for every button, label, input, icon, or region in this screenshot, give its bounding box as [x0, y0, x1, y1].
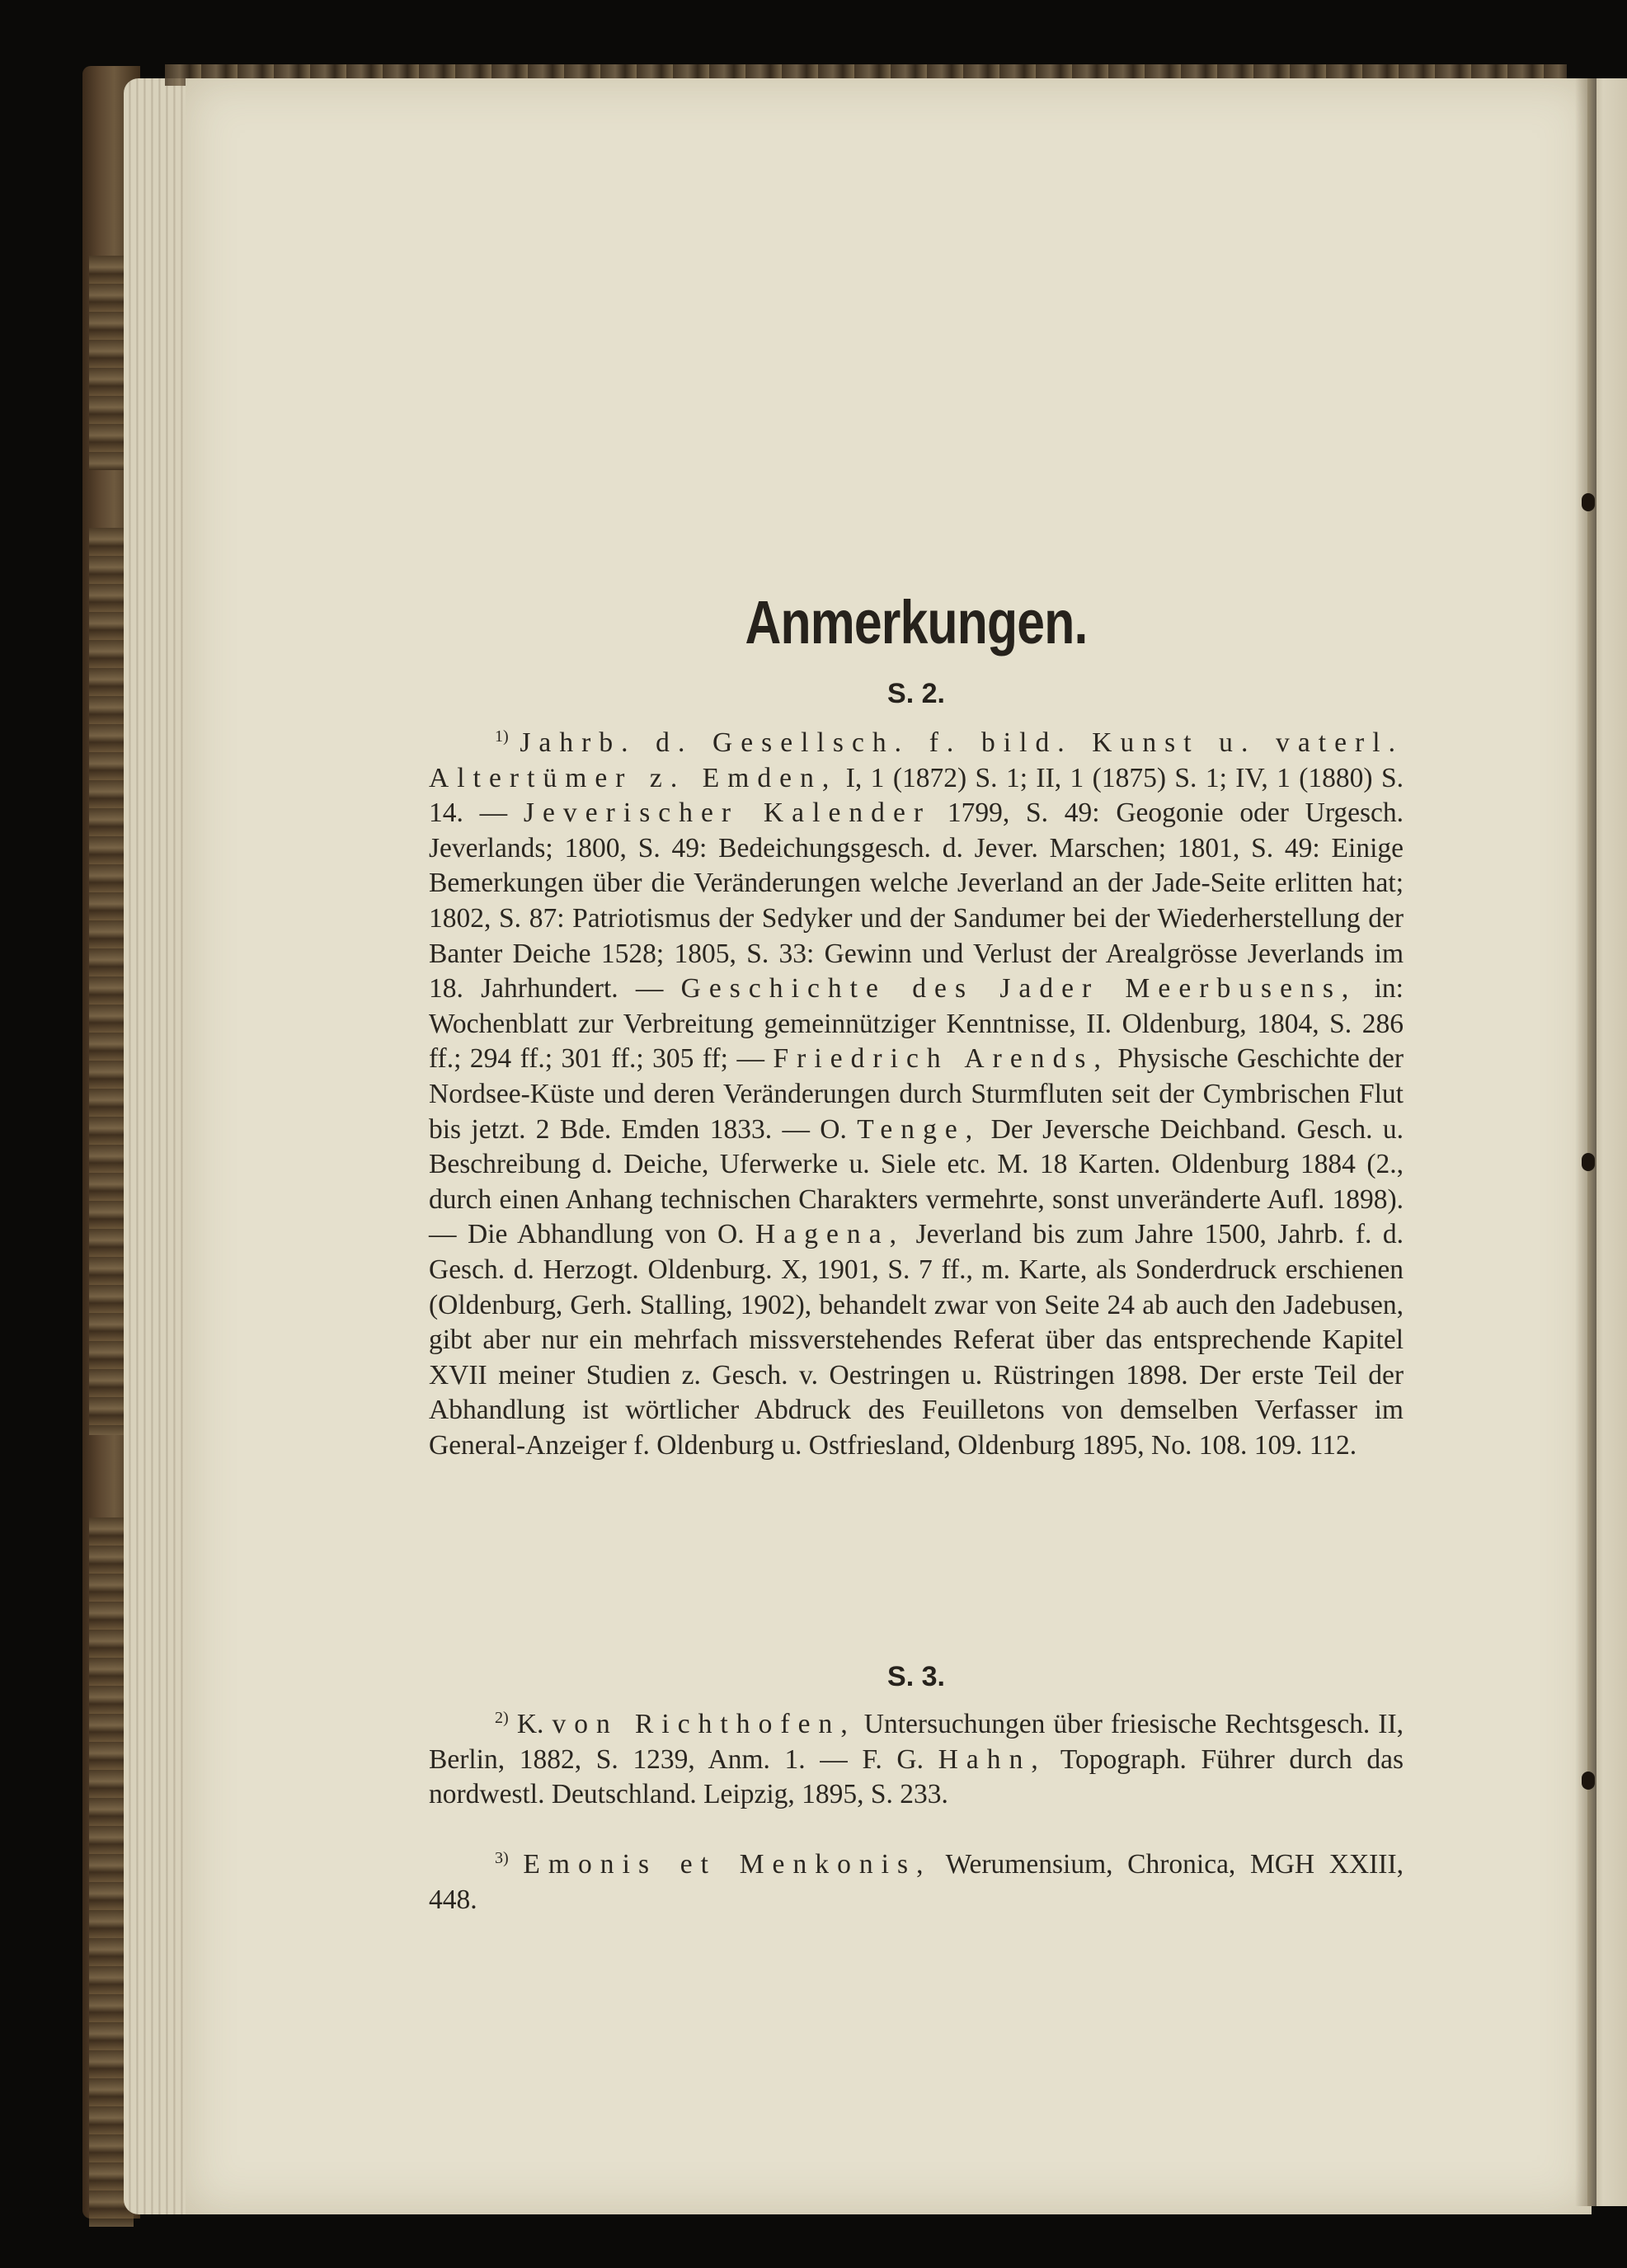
- footnote-text: I, 1 (1872) S. 1; II, 1 (1875) S. 1; IV, 1 (1880) S. 14. —: [429, 762, 1404, 829]
- footnote-1: [429, 726, 1404, 1463]
- binding-stitch: [1582, 493, 1595, 511]
- spaced-name: Geschichte des Jader Meerbusens,: [680, 973, 1357, 1005]
- spaced-name: Jahrb. d. Gesellsch. f. bild. Kunst u. vaterl. Altertümer z. Emden,: [429, 727, 1404, 793]
- footnote-text: Physische Geschichte der Nordsee-Küste und deren Veränderungen durch Sturmfluten seit der Cymbrischen Flut bis jetzt. 2 Bde. Emden 1833. — O.: [429, 1043, 1404, 1145]
- spaced-name: Tenge,: [857, 1113, 981, 1145]
- section-heading-s2: S. 2.: [887, 678, 945, 709]
- spaced-name: Jeverischer Kalender: [523, 798, 932, 829]
- spaced-name: Hahn,: [938, 1743, 1046, 1775]
- footnote-2: [429, 1707, 1404, 1813]
- footnote-text: Jeverland bis zum Jahre 1500, Jahrb. f. d. Gesch. d. Herzogt. Oldenburg. X, 1901, S. 7 ff., m. Karte, als Sonderdruck erschienen (Oldenburg, Gerh. Stalling, 1902), behandelt zwar von Seite 24 ab auch den Jadebusen, gibt aber nur ein mehrfach missverstehendes Referat über das entsprechende Kapitel XVII meiner Studien z. Gesch. v. Oestringen u. Rüstringen 1898. Der erste Teil der Abhandlung ist wörtlicher Abdruck des Feuilletons von demselben Verfasser im General-Anzeiger f. Oldenburg u. Ostfriesland, Oldenburg 1895, No. 108. 109. 112.: [429, 1219, 1404, 1461]
- footnote-text: 1799, S. 49: Geogonie oder Urgesch. Jeverlands; 1800, S. 49: Bedeichungsgesch. d. Jever. Marschen; 1801, S. 49: Einige Bemerkungen über die Veränderungen welche Jeverland an der Jade-Seite erlitten hat; 1802, S. 87: Patriotismus der Sedyker und der Sandumer bei der Wiederherstellung der Banter Deiche 1528; 1805, S. 33: Gewinn und Verlust der Arealgrösse Jeverlands im 18. Jahrhundert. —: [429, 798, 1404, 1005]
- gutter-shadow: [1575, 78, 1596, 2206]
- binding-stitch: [1582, 1153, 1595, 1171]
- page-title: Anmerkungen.: [745, 588, 1088, 656]
- section-heading-s3: S. 3.: [887, 1661, 945, 1692]
- binding-stitch: [1582, 1772, 1595, 1790]
- footnote-text: Untersuchungen über friesische Rechtsgesch. II, Berlin, 1882, S. 1239, Anm. 1. — F. G.: [429, 1709, 1404, 1775]
- spaced-name: Emonis et Menkonis,: [523, 1849, 932, 1880]
- spaced-name: Friedrich Arends,: [773, 1043, 1109, 1075]
- footnote-text: Topograph. Führer durch das nordwestl. Deutschland. Leipzig, 1895, S. 233.: [429, 1743, 1404, 1810]
- spaced-name: von Richthofen,: [552, 1709, 856, 1739]
- footnote-text: K.: [516, 1709, 553, 1739]
- footnote-marker: 3): [495, 1848, 509, 1867]
- footnote-3: [429, 1847, 1404, 1917]
- spaced-name: Hagena,: [755, 1219, 905, 1250]
- footnote-text: in: Wochenblatt zur Verbreitung gemeinnütziger Kenntnisse, II. Oldenburg, 1804, S. 286 ff.; 294 ff.; 301 ff.; 305 ff; —: [429, 973, 1404, 1075]
- footnote-marker: 2): [495, 1708, 509, 1727]
- footnote-text: Werumensium, Chronica, MGH XXIII, 448.: [429, 1849, 1404, 1915]
- footnote-text: Der Jeversche Deichband. Gesch. u. Beschreibung d. Deiche, Uferwerke u. Siele etc. M. 18 Karten. Oldenburg 1884 (2., durch einen Anhang technischen Charakters vermehrte, sonst unveränderte Aufl. 1898). — Die Abhandlung von O.: [429, 1113, 1404, 1250]
- footnote-marker: 1): [495, 727, 509, 746]
